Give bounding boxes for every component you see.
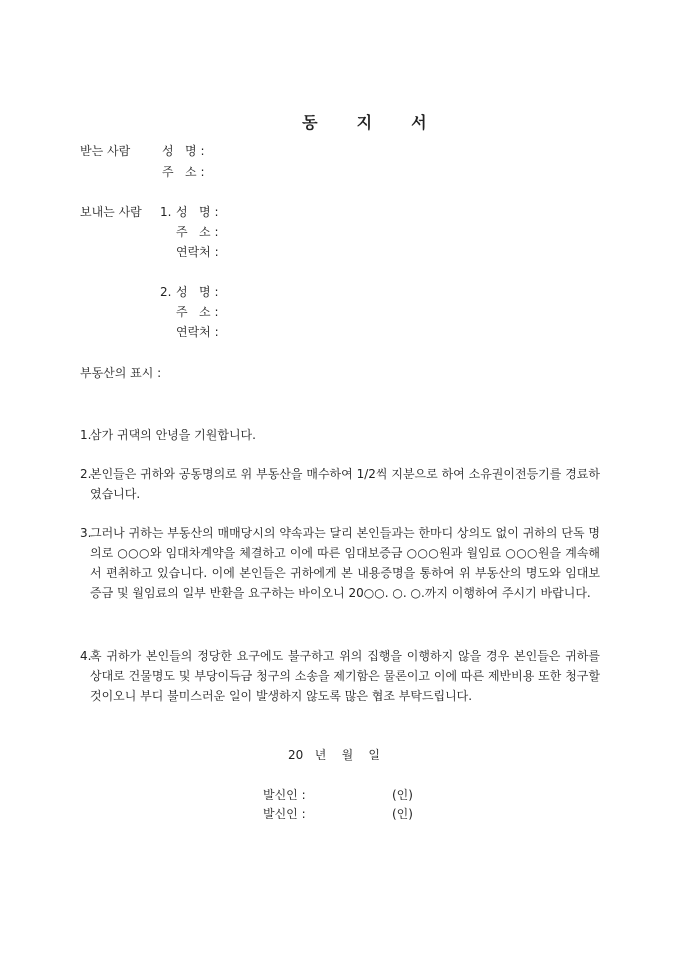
sender-2-contact-label: 연락처 : [176,325,219,339]
sender-1-num: 1. [160,205,172,219]
date-line: 20 년 월 일 [288,748,381,762]
recipient-label: 받는 사람 [80,144,131,158]
paragraph-4-num: 4. [80,649,92,663]
sender-2-num: 2. [160,285,172,299]
sender-2-address-label: 주 소 : [176,305,219,319]
paragraph-3-text: 그러나 귀하는 부동산의 매매당시의 약속과는 달리 본인들과는 한마디 상의도 없이 귀하의 단독 명의로 ○○○와 임대차계약을 체결하고 이에 따른 임대보증금 ○○○원과 월임료 ○○○원을 계속해서 편취하고 있습니다. 이에 본인들은 귀하에게 본 내용증명을 통하여 위 부동산의 명도와 임대보증금 및 월임료의 일부 반환을 요구하는 바이오니 20○○. ○. ○.까지 이행하여 주시기 바랍니다. [90,526,600,600]
recipient-name-label: 성 명 : [162,144,205,158]
paragraph-2-num: 2. [80,467,92,481]
paragraph-2 [80,464,600,504]
sender-2-name-label: 성 명 : [176,285,219,299]
title-char-2: 지 [356,113,374,132]
paragraph-3 [80,523,600,603]
signature-1-seal: (인) [392,788,413,802]
recipient-address-label: 주 소 : [162,165,205,179]
paragraph-4-text: 혹 귀하가 본인들의 정당한 요구에도 불구하고 위의 집행을 이행하지 않을 경우 본인들은 귀하를 상대로 건물명도 및 부당이득금 청구의 소송을 제기함은 물론이고 이에 따른 제반비용 또한 청구할 것이오니 부디 불미스러운 일이 발생하지 않도록 많은 협조 부탁드립니다. [90,649,600,703]
paragraph-1 [80,425,600,445]
document-title [289,99,428,131]
signature-2-label: 발신인 : [263,807,306,821]
signature-1-label: 발신인 : [263,788,306,802]
property-label: 부동산의 표시 : [80,366,162,380]
sender-1-contact-label: 연락처 : [176,245,219,259]
sender-1-address-label: 주 소 : [176,225,219,239]
title-char-1: 동 [302,113,319,132]
title-char-3: 서 [411,113,428,132]
signature-2-seal: (인) [392,807,413,821]
sender-1-name-label: 성 명 : [176,205,219,219]
paragraph-3-num: 3. [80,526,92,540]
paragraph-1-text: 삼가 귀댁의 안녕을 기원합니다. [90,428,256,442]
paragraph-1-num: 1. [80,428,92,442]
paragraph-2-text: 본인들은 귀하와 공동명의로 위 부동산을 매수하여 1/2씩 지분으로 하여 소유권이전등기를 경료하였습니다. [90,467,600,501]
sender-label: 보내는 사람 [80,205,142,219]
paragraph-4 [80,646,600,706]
